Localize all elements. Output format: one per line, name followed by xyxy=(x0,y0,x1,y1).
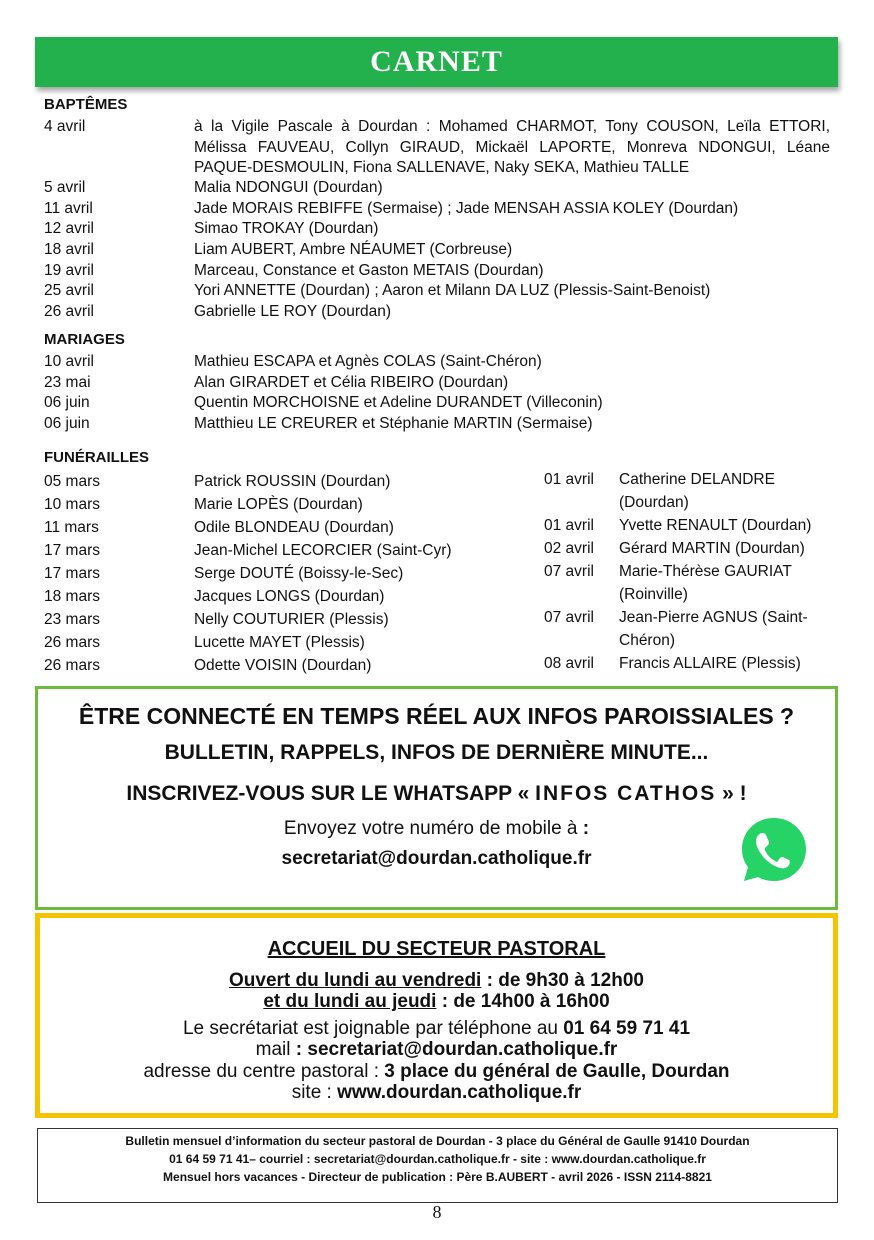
whatsapp-logo-icon xyxy=(728,808,820,892)
list-item xyxy=(44,117,830,179)
entry-names: Gérard MARTIN (Dourdan) xyxy=(619,540,805,557)
entry-names: Odile BLONDEAU (Dourdan) xyxy=(194,519,394,536)
entry-date: 10 mars xyxy=(44,496,100,513)
entry-date: 01 avril xyxy=(544,471,594,488)
entry-date: 06 juin xyxy=(44,415,90,432)
entry-date: 23 mai xyxy=(44,374,91,391)
entry-names: Nelly COUTURIER (Plessis) xyxy=(194,611,389,628)
entry-date: 17 mars xyxy=(44,565,100,582)
entry-date: 08 avril xyxy=(544,655,594,672)
phone-text: Le secrétariat est joignable par téléphone au xyxy=(182,1018,558,1039)
address-line xyxy=(40,1061,833,1083)
footer-line-3: Mensuel hors vacances - Directeur de publication : Père B.AUBERT - avril 2026 - ISSN 2114-8821 xyxy=(163,1170,712,1184)
whatsapp-group-name: INFOS CATHOS xyxy=(535,782,717,805)
list-item xyxy=(544,606,834,652)
entry-date: 02 avril xyxy=(544,540,594,557)
baptemes-title: BAPTÊMES xyxy=(44,96,128,113)
funerailles-left-list xyxy=(44,470,514,677)
accueil-info-box xyxy=(35,913,838,1118)
list-item xyxy=(544,468,834,514)
accueil-title: ACCUEIL DU SECTEUR PASTORAL xyxy=(267,938,606,960)
entry-date: 01 avril xyxy=(544,517,594,534)
phone-line xyxy=(40,1018,833,1040)
entry-names: Lucette MAYET (Plessis) xyxy=(194,634,365,651)
whatsapp-send-text: Envoyez votre numéro de mobile à xyxy=(283,818,578,839)
entry-date: 12 avril xyxy=(44,220,94,237)
entry-date: 17 mars xyxy=(44,542,100,559)
footer-line-2: 01 64 59 71 41– courriel : secretariat@dourdan.catholique.fr - site : www.dourdan.catholique.fr xyxy=(169,1152,706,1166)
open-days-label: et du lundi au jeudi xyxy=(263,991,437,1012)
entry-date: 19 avril xyxy=(44,262,94,279)
entry-names: Marie-Thérèse GAURIAT (Roinville) xyxy=(619,563,792,603)
whatsapp-cta-suffix: » ! xyxy=(722,782,747,805)
entry-date: 11 avril xyxy=(44,200,93,217)
funerailles-title: FUNÉRAILLES xyxy=(44,449,149,466)
mariages-title: MARIAGES xyxy=(44,331,125,348)
entry-names: à la Vigile Pascale à Dourdan : Mohamed CHARMOT, Tony COUSON, Leïla ETTORI, Mélissa FAUVEAU, Collyn GIRAUD, Mickaël LAPORTE, Monreva NDONGUI, Léane PAQUE-DESMOULIN, Fiona SALLENAVE, Naky SEKA, Mathieu TALLE xyxy=(194,118,830,176)
entry-names: Jean-Pierre AGNUS (Saint-Chéron) xyxy=(619,609,808,649)
entry-names: Quentin MORCHOISNE et Adeline DURANDET (Villeconin) xyxy=(194,394,603,411)
entry-date: 11 mars xyxy=(44,519,99,536)
entry-names: Jade MORAIS REBIFFE (Sermaise) ; Jade MENSAH ASSIA KOLEY (Dourdan) xyxy=(194,200,739,217)
whatsapp-cta-prefix: INSCRIVEZ-VOUS SUR LE WHATSAPP « xyxy=(126,782,530,805)
footer-line-1: Bulletin mensuel d’information du secteur pastoral de Dourdan - 3 place du Général de Gaulle 91410 Dourdan xyxy=(125,1134,750,1148)
whatsapp-send-line xyxy=(38,818,835,840)
mail-address[interactable]: : secretariat@dourdan.catholique.fr xyxy=(295,1039,618,1060)
list-item xyxy=(44,654,514,677)
site-line xyxy=(40,1082,833,1104)
list-item xyxy=(544,514,834,537)
whatsapp-send-colon: : xyxy=(582,818,590,839)
list-item xyxy=(44,562,514,585)
entry-date: 26 mars xyxy=(44,634,100,651)
open-days-label: Ouvert du lundi au vendredi xyxy=(229,970,482,991)
opening-hours-afternoon xyxy=(40,991,833,1013)
entry-names: Alan GIRARDET et Célia RIBEIRO (Dourdan) xyxy=(194,374,509,391)
address-value: 3 place du général de Gaulle, Dourdan xyxy=(384,1061,730,1082)
list-item xyxy=(544,652,834,675)
entry-names: Serge DOUTÉ (Boissy-le-Sec) xyxy=(194,565,404,582)
entry-names: Malia NDONGUI (Dourdan) xyxy=(194,179,383,196)
carnet-banner xyxy=(35,37,838,87)
entry-names: Liam AUBERT, Ambre NÉAUMET (Corbreuse) xyxy=(194,241,513,258)
opening-hours-weekdays xyxy=(40,970,833,992)
publication-footer xyxy=(37,1128,838,1203)
site-label: site : xyxy=(291,1082,332,1103)
entry-date: 05 mars xyxy=(44,473,100,490)
site-link[interactable]: www.dourdan.catholique.fr xyxy=(337,1082,582,1103)
list-item xyxy=(44,493,514,516)
entry-date: 26 mars xyxy=(44,657,100,674)
whatsapp-email[interactable]: secretariat@dourdan.catholique.fr xyxy=(281,848,592,869)
banner-title: CARNET xyxy=(370,45,503,78)
whatsapp-promo-box xyxy=(35,686,838,910)
entry-date: 07 avril xyxy=(544,563,594,580)
entry-names: Mathieu ESCAPA et Agnès COLAS (Saint-Chéron) xyxy=(194,353,542,370)
whatsapp-headline: ÊTRE CONNECTÉ EN TEMPS RÉEL AUX INFOS PAROISSIALES ? xyxy=(78,703,795,729)
list-item xyxy=(44,608,514,631)
entry-date: 07 avril xyxy=(544,609,594,626)
address-label: adresse du centre pastoral : xyxy=(143,1061,379,1082)
phone-number[interactable]: 01 64 59 71 41 xyxy=(563,1018,691,1039)
entry-names: Jacques LONGS (Dourdan) xyxy=(194,588,385,605)
mail-label: mail xyxy=(255,1039,291,1060)
entry-date: 4 avril xyxy=(44,118,86,135)
entry-names: Catherine DELANDRE (Dourdan) xyxy=(619,471,775,511)
whatsapp-subline: BULLETIN, RAPPELS, INFOS DE DERNIÈRE MINUTE... xyxy=(164,741,709,764)
list-item xyxy=(44,516,514,539)
entry-names: Francis ALLAIRE (Plessis) xyxy=(619,655,801,672)
mail-line xyxy=(40,1039,833,1061)
open-hours-value: : de 9h30 à 12h00 xyxy=(486,970,644,991)
entry-names: Simao TROKAY (Dourdan) xyxy=(194,220,379,237)
entry-names: Marceau, Constance et Gaston METAIS (Dourdan) xyxy=(194,262,544,279)
entry-names: Gabrielle LE ROY (Dourdan) xyxy=(194,303,391,320)
whatsapp-cta xyxy=(38,782,835,806)
entry-date: 10 avril xyxy=(44,353,94,370)
entry-names: Yori ANNETTE (Dourdan) ; Aaron et Milann DA LUZ (Plessis-Saint-Benoist) xyxy=(194,282,711,299)
entry-names: Odette VOISIN (Dourdan) xyxy=(194,657,372,674)
entry-names: Marie LOPÈS (Dourdan) xyxy=(194,496,363,513)
entry-date: 18 mars xyxy=(44,588,100,605)
list-item xyxy=(544,537,834,560)
entry-names: Matthieu LE CREURER et Stéphanie MARTIN (Sermaise) xyxy=(194,415,593,432)
list-item xyxy=(44,631,514,654)
entry-names: Yvette RENAULT (Dourdan) xyxy=(619,517,812,534)
entry-date: 18 avril xyxy=(44,241,94,258)
list-item xyxy=(44,539,514,562)
list-item xyxy=(544,560,834,606)
entry-date: 5 avril xyxy=(44,179,86,196)
entry-date: 26 avril xyxy=(44,303,94,320)
page-number: 8 xyxy=(432,1202,442,1222)
list-item xyxy=(44,470,514,493)
list-item xyxy=(44,585,514,608)
entry-date: 23 mars xyxy=(44,611,100,628)
entry-names: Jean-Michel LECORCIER (Saint-Cyr) xyxy=(194,542,452,559)
entry-date: 25 avril xyxy=(44,282,94,299)
entry-names: Patrick ROUSSIN (Dourdan) xyxy=(194,473,391,490)
open-hours-value: : de 14h00 à 16h00 xyxy=(441,991,610,1012)
funerailles-right-list xyxy=(544,468,834,675)
entry-date: 06 juin xyxy=(44,394,90,411)
